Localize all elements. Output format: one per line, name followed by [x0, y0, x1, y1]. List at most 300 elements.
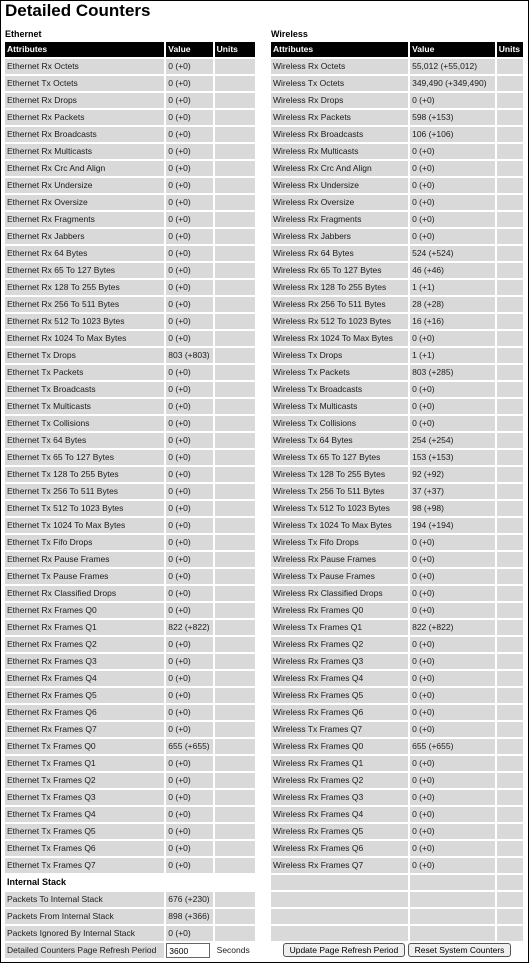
page-title: Detailed Counters — [5, 1, 151, 20]
filler-cell — [410, 909, 495, 924]
wireless-attribute-cell: Wireless Tx Frames Q7 — [271, 722, 408, 737]
filler-cell — [271, 875, 408, 890]
wireless-value-cell: 0 (+0) — [410, 637, 495, 652]
ethernet-attribute-cell: Ethernet Rx Packets — [5, 110, 164, 125]
table-row — [271, 144, 523, 159]
filler-cell — [410, 875, 495, 890]
wireless-attribute-cell: Wireless Rx 512 To 1023 Bytes — [271, 314, 408, 329]
wireless-units-cell — [497, 586, 523, 601]
table-row — [5, 76, 255, 91]
wireless-filler-row — [271, 875, 523, 890]
table-row — [5, 892, 255, 907]
table-row — [5, 926, 255, 941]
wireless-attribute-cell: Wireless Rx Frames Q6 — [271, 841, 408, 856]
wireless-value-cell: 106 (+106) — [410, 127, 495, 142]
table-row — [5, 824, 255, 839]
wireless-attribute-cell: Wireless Tx 256 To 511 Bytes — [271, 484, 408, 499]
ethernet-attribute-cell: Ethernet Tx 256 To 511 Bytes — [5, 484, 164, 499]
wireless-units-cell — [497, 637, 523, 652]
wireless-units-cell — [497, 620, 523, 635]
table-row — [271, 467, 523, 482]
ethernet-attribute-cell: Ethernet Rx 512 To 1023 Bytes — [5, 314, 164, 329]
filler-cell — [271, 892, 408, 907]
ethernet-units-cell — [215, 229, 255, 244]
wireless-value-cell: 16 (+16) — [410, 314, 495, 329]
wireless-units-cell — [497, 59, 523, 74]
wireless-units-cell — [497, 671, 523, 686]
ethernet-units-cell — [215, 756, 255, 771]
wireless-value-cell: 0 (+0) — [410, 790, 495, 805]
wireless-units-cell — [497, 467, 523, 482]
ethernet-value-cell: 0 (+0) — [166, 212, 212, 227]
wireless-value-cell: 0 (+0) — [410, 552, 495, 567]
table-row — [271, 450, 523, 465]
wireless-value-cell: 194 (+194) — [410, 518, 495, 533]
wireless-filler-row — [271, 926, 523, 941]
ethernet-value-cell: 0 (+0) — [166, 93, 212, 108]
wireless-value-cell: 803 (+285) — [410, 365, 495, 380]
wireless-attribute-cell: Wireless Rx Frames Q4 — [271, 807, 408, 822]
wireless-value-cell: 0 (+0) — [410, 212, 495, 227]
wireless-section-title: Wireless — [271, 29, 308, 39]
table-row — [271, 637, 523, 652]
table-row — [271, 382, 523, 397]
update-refresh-period-button[interactable]: Update Page Refresh Period — [283, 943, 406, 957]
table-row — [271, 314, 523, 329]
internal-stack-value-cell: 676 (+230) — [166, 892, 212, 907]
table-row — [271, 399, 523, 414]
wireless-attribute-cell: Wireless Rx Frames Q5 — [271, 824, 408, 839]
ethernet-units-cell — [215, 127, 255, 142]
ethernet-attribute-cell: Ethernet Rx 1024 To Max Bytes — [5, 331, 164, 346]
wireless-units-cell — [497, 569, 523, 584]
ethernet-units-cell — [215, 161, 255, 176]
ethernet-units-cell — [215, 76, 255, 91]
ethernet-value-cell: 0 (+0) — [166, 382, 212, 397]
ethernet-units-cell — [215, 280, 255, 295]
wireless-value-cell: 0 (+0) — [410, 722, 495, 737]
ethernet-attribute-cell: Ethernet Tx Frames Q5 — [5, 824, 164, 839]
ethernet-attribute-cell: Ethernet Tx Broadcasts — [5, 382, 164, 397]
wireless-units-cell — [497, 76, 523, 91]
ethernet-units-cell — [215, 467, 255, 482]
wireless-attribute-cell: Wireless Tx 512 To 1023 Bytes — [271, 501, 408, 516]
table-row — [5, 229, 255, 244]
wireless-header-attributes: Attributes — [271, 42, 408, 57]
ethernet-units-cell — [215, 399, 255, 414]
ethernet-value-cell: 0 (+0) — [166, 161, 212, 176]
wireless-attribute-cell: Wireless Tx Broadcasts — [271, 382, 408, 397]
ethernet-units-cell — [215, 790, 255, 805]
ethernet-units-cell — [215, 841, 255, 856]
ethernet-attribute-cell: Ethernet Rx Multicasts — [5, 144, 164, 159]
wireless-header-units: Units — [497, 42, 523, 57]
table-row — [5, 144, 255, 159]
ethernet-attribute-cell: Ethernet Rx Octets — [5, 59, 164, 74]
wireless-value-cell: 0 (+0) — [410, 144, 495, 159]
ethernet-units-cell — [215, 603, 255, 618]
wireless-attribute-cell: Wireless Rx 65 To 127 Bytes — [271, 263, 408, 278]
wireless-units-cell — [497, 229, 523, 244]
ethernet-units-cell — [215, 824, 255, 839]
table-row — [5, 297, 255, 312]
filler-cell — [410, 892, 495, 907]
ethernet-value-cell: 0 (+0) — [166, 586, 212, 601]
internal-stack-section-title: Internal Stack — [5, 875, 255, 890]
ethernet-attribute-cell: Ethernet Tx Fifo Drops — [5, 535, 164, 550]
ethernet-units-cell — [215, 858, 255, 873]
ethernet-value-cell: 0 (+0) — [166, 450, 212, 465]
ethernet-value-cell: 0 (+0) — [166, 263, 212, 278]
table-row — [271, 790, 523, 805]
wireless-units-cell — [497, 756, 523, 771]
ethernet-units-cell — [215, 314, 255, 329]
wireless-attribute-cell: Wireless Rx Oversize — [271, 195, 408, 210]
table-row — [5, 654, 255, 669]
table-row — [271, 858, 523, 873]
wireless-units-cell — [497, 127, 523, 142]
wireless-value-cell: 0 (+0) — [410, 586, 495, 601]
table-row — [5, 467, 255, 482]
wireless-units-cell — [497, 331, 523, 346]
ethernet-value-cell: 0 (+0) — [166, 858, 212, 873]
ethernet-attribute-cell: Ethernet Rx Pause Frames — [5, 552, 164, 567]
ethernet-value-cell: 0 (+0) — [166, 637, 212, 652]
table-row — [271, 671, 523, 686]
ethernet-attribute-cell: Ethernet Rx Oversize — [5, 195, 164, 210]
wireless-attribute-cell: Wireless Rx Frames Q6 — [271, 705, 408, 720]
wireless-attribute-cell: Wireless Tx Packets — [271, 365, 408, 380]
table-row — [5, 484, 255, 499]
table-row — [5, 161, 255, 176]
wireless-attribute-cell: Wireless Rx Crc And Align — [271, 161, 408, 176]
wireless-value-cell: 0 (+0) — [410, 535, 495, 550]
filler-cell — [271, 909, 408, 924]
ethernet-attribute-cell: Ethernet Tx Frames Q1 — [5, 756, 164, 771]
wireless-units-cell — [497, 501, 523, 516]
ethernet-value-cell: 0 (+0) — [166, 127, 212, 142]
internal-stack-value-cell: 0 (+0) — [166, 926, 212, 941]
wireless-value-cell: 0 (+0) — [410, 416, 495, 431]
ethernet-value-cell: 655 (+655) — [166, 739, 212, 754]
ethernet-header-units: Units — [215, 42, 255, 57]
ethernet-units-cell — [215, 688, 255, 703]
ethernet-attribute-cell: Ethernet Rx Crc And Align — [5, 161, 164, 176]
table-row — [271, 348, 523, 363]
wireless-value-cell: 0 (+0) — [410, 807, 495, 822]
ethernet-units-cell — [215, 654, 255, 669]
wireless-value-cell: 0 (+0) — [410, 705, 495, 720]
wireless-value-cell: 0 (+0) — [410, 382, 495, 397]
ethernet-units-cell — [215, 59, 255, 74]
wireless-value-cell: 0 (+0) — [410, 93, 495, 108]
ethernet-value-cell: 0 (+0) — [166, 569, 212, 584]
ethernet-value-cell: 0 (+0) — [166, 297, 212, 312]
ethernet-units-cell — [215, 212, 255, 227]
wireless-attribute-cell: Wireless Tx Drops — [271, 348, 408, 363]
wireless-units-cell — [497, 807, 523, 822]
table-row — [5, 501, 255, 516]
ethernet-attribute-cell: Ethernet Tx Frames Q0 — [5, 739, 164, 754]
ethernet-value-cell: 0 (+0) — [166, 552, 212, 567]
wireless-attribute-cell: Wireless Rx Fragments — [271, 212, 408, 227]
table-row — [271, 756, 523, 771]
wireless-units-cell — [497, 314, 523, 329]
ethernet-attribute-cell: Ethernet Rx Frames Q7 — [5, 722, 164, 737]
table-row — [5, 331, 255, 346]
table-row — [5, 586, 255, 601]
wireless-counters-table — [269, 40, 525, 960]
wireless-attribute-cell: Wireless Tx Multicasts — [271, 399, 408, 414]
wireless-attribute-cell: Wireless Rx Frames Q2 — [271, 637, 408, 652]
ethernet-attribute-cell: Ethernet Tx Packets — [5, 365, 164, 380]
table-row — [271, 501, 523, 516]
table-row — [271, 739, 523, 754]
wireless-units-cell — [497, 399, 523, 414]
ethernet-attribute-cell: Ethernet Rx 128 To 255 Bytes — [5, 280, 164, 295]
table-row — [5, 858, 255, 873]
ethernet-value-cell: 0 (+0) — [166, 59, 212, 74]
ethernet-value-cell: 0 (+0) — [166, 433, 212, 448]
ethernet-attribute-cell: Ethernet Tx Collisions — [5, 416, 164, 431]
table-row — [271, 603, 523, 618]
ethernet-units-cell — [215, 501, 255, 516]
wireless-attribute-cell: Wireless Tx 1024 To Max Bytes — [271, 518, 408, 533]
refresh-period-units: Seconds — [215, 943, 255, 958]
ethernet-value-cell: 0 (+0) — [166, 688, 212, 703]
ethernet-value-cell: 0 (+0) — [166, 756, 212, 771]
refresh-period-input[interactable] — [166, 943, 210, 958]
ethernet-value-cell: 0 (+0) — [166, 654, 212, 669]
internal-stack-units-cell — [215, 892, 255, 907]
wireless-value-cell: 0 (+0) — [410, 195, 495, 210]
ethernet-attribute-cell: Ethernet Tx 1024 To Max Bytes — [5, 518, 164, 533]
wireless-units-cell — [497, 212, 523, 227]
ethernet-attribute-cell: Ethernet Rx Frames Q4 — [5, 671, 164, 686]
ethernet-units-cell — [215, 93, 255, 108]
ethernet-units-cell — [215, 246, 255, 261]
wireless-attribute-cell: Wireless Tx Pause Frames — [271, 569, 408, 584]
ethernet-attribute-cell: Ethernet Rx Frames Q2 — [5, 637, 164, 652]
wireless-attribute-cell: Wireless Rx 1024 To Max Bytes — [271, 331, 408, 346]
ethernet-attribute-cell: Ethernet Tx 128 To 255 Bytes — [5, 467, 164, 482]
table-row — [5, 195, 255, 210]
ethernet-units-cell — [215, 620, 255, 635]
ethernet-units-cell — [215, 382, 255, 397]
wireless-units-cell — [497, 654, 523, 669]
ethernet-attribute-cell: Ethernet Tx 512 To 1023 Bytes — [5, 501, 164, 516]
table-row — [5, 552, 255, 567]
ethernet-units-cell — [215, 110, 255, 125]
ethernet-attribute-cell: Ethernet Rx Frames Q3 — [5, 654, 164, 669]
ethernet-value-cell: 0 (+0) — [166, 246, 212, 261]
wireless-units-cell — [497, 484, 523, 499]
filler-cell — [497, 875, 523, 890]
wireless-filler-row — [271, 892, 523, 907]
wireless-value-cell: 0 (+0) — [410, 688, 495, 703]
ethernet-value-cell: 0 (+0) — [166, 416, 212, 431]
buttons-cell — [271, 943, 523, 958]
table-row — [5, 246, 255, 261]
wireless-attribute-cell: Wireless Rx Packets — [271, 110, 408, 125]
table-row — [5, 705, 255, 720]
ethernet-units-cell — [215, 705, 255, 720]
wireless-value-cell: 28 (+28) — [410, 297, 495, 312]
table-row — [271, 246, 523, 261]
table-row — [5, 110, 255, 125]
ethernet-value-cell: 803 (+803) — [166, 348, 212, 363]
ethernet-value-cell: 0 (+0) — [166, 807, 212, 822]
internal-stack-value-cell: 898 (+366) — [166, 909, 212, 924]
buttons-row — [271, 943, 523, 958]
ethernet-value-cell: 0 (+0) — [166, 195, 212, 210]
ethernet-attribute-cell: Ethernet Rx 256 To 511 Bytes — [5, 297, 164, 312]
ethernet-attribute-cell: Ethernet Tx Frames Q7 — [5, 858, 164, 873]
wireless-attribute-cell: Wireless Rx Frames Q4 — [271, 671, 408, 686]
ethernet-value-cell: 0 (+0) — [166, 76, 212, 91]
ethernet-value-cell: 0 (+0) — [166, 671, 212, 686]
table-row — [271, 297, 523, 312]
table-row — [5, 93, 255, 108]
table-row — [5, 348, 255, 363]
ethernet-units-cell — [215, 484, 255, 499]
ethernet-units-cell — [215, 569, 255, 584]
wireless-header-row — [271, 42, 523, 57]
ethernet-value-cell: 0 (+0) — [166, 501, 212, 516]
table-row — [271, 416, 523, 431]
filler-cell — [271, 926, 408, 941]
ethernet-units-cell — [215, 722, 255, 737]
ethernet-units-cell — [215, 586, 255, 601]
wireless-attribute-cell: Wireless Rx Frames Q5 — [271, 688, 408, 703]
wireless-units-cell — [497, 535, 523, 550]
wireless-value-cell: 37 (+37) — [410, 484, 495, 499]
table-row — [5, 382, 255, 397]
wireless-value-cell: 0 (+0) — [410, 824, 495, 839]
wireless-attribute-cell: Wireless Rx Classified Drops — [271, 586, 408, 601]
ethernet-value-cell: 0 (+0) — [166, 722, 212, 737]
table-row — [271, 620, 523, 635]
ethernet-value-cell: 0 (+0) — [166, 824, 212, 839]
table-row — [271, 127, 523, 142]
ethernet-value-cell: 0 (+0) — [166, 399, 212, 414]
wireless-units-cell — [497, 178, 523, 193]
wireless-attribute-cell: Wireless Rx 128 To 255 Bytes — [271, 280, 408, 295]
internal-stack-attribute-cell: Packets From Internal Stack — [5, 909, 164, 924]
ethernet-attribute-cell: Ethernet Tx Drops — [5, 348, 164, 363]
ethernet-units-cell — [215, 671, 255, 686]
filler-cell — [497, 909, 523, 924]
wireless-value-cell: 1 (+1) — [410, 348, 495, 363]
table-row — [271, 807, 523, 822]
wireless-attribute-cell: Wireless Tx 64 Bytes — [271, 433, 408, 448]
wireless-attribute-cell: Wireless Rx Undersize — [271, 178, 408, 193]
ethernet-attribute-cell: Ethernet Tx 65 To 127 Bytes — [5, 450, 164, 465]
table-row — [271, 586, 523, 601]
wireless-attribute-cell: Wireless Rx Broadcasts — [271, 127, 408, 142]
wireless-value-cell: 0 (+0) — [410, 178, 495, 193]
ethernet-header-attributes: Attributes — [5, 42, 164, 57]
table-row — [5, 59, 255, 74]
wireless-units-cell — [497, 382, 523, 397]
wireless-value-cell: 0 (+0) — [410, 603, 495, 618]
wireless-value-cell: 0 (+0) — [410, 858, 495, 873]
table-row — [5, 518, 255, 533]
table-row — [5, 722, 255, 737]
ethernet-units-cell — [215, 450, 255, 465]
wireless-attribute-cell: Wireless Tx Frames Q1 — [271, 620, 408, 635]
ethernet-units-cell — [215, 195, 255, 210]
reset-system-counters-button[interactable]: Reset System Counters — [408, 943, 512, 957]
wireless-attribute-cell: Wireless Rx Frames Q2 — [271, 773, 408, 788]
ethernet-value-cell: 0 (+0) — [166, 484, 212, 499]
ethernet-value-cell: 0 (+0) — [166, 178, 212, 193]
table-row — [5, 841, 255, 856]
wireless-units-cell — [497, 93, 523, 108]
filler-cell — [410, 926, 495, 941]
wireless-units-cell — [497, 416, 523, 431]
table-row — [5, 399, 255, 414]
table-row — [271, 280, 523, 295]
ethernet-attribute-cell: Ethernet Tx Frames Q4 — [5, 807, 164, 822]
ethernet-value-cell: 0 (+0) — [166, 790, 212, 805]
wireless-value-cell: 822 (+822) — [410, 620, 495, 635]
wireless-units-cell — [497, 688, 523, 703]
table-row — [5, 773, 255, 788]
ethernet-header-value: Value — [166, 42, 212, 57]
internal-stack-attribute-cell: Packets To Internal Stack — [5, 892, 164, 907]
table-row — [271, 841, 523, 856]
wireless-value-cell: 524 (+524) — [410, 246, 495, 261]
table-row — [5, 178, 255, 193]
refresh-period-label: Detailed Counters Page Refresh Period — [5, 943, 164, 958]
wireless-value-cell: 153 (+153) — [410, 450, 495, 465]
table-row — [5, 807, 255, 822]
wireless-units-cell — [497, 297, 523, 312]
ethernet-value-cell: 0 (+0) — [166, 314, 212, 329]
filler-cell — [497, 926, 523, 941]
wireless-value-cell: 598 (+153) — [410, 110, 495, 125]
wireless-value-cell: 0 (+0) — [410, 399, 495, 414]
refresh-period-row — [5, 943, 255, 958]
ethernet-value-cell: 0 (+0) — [166, 110, 212, 125]
ethernet-value-cell: 0 (+0) — [166, 280, 212, 295]
wireless-attribute-cell: Wireless Rx Octets — [271, 59, 408, 74]
ethernet-units-cell — [215, 552, 255, 567]
ethernet-units-cell — [215, 518, 255, 533]
wireless-value-cell: 92 (+92) — [410, 467, 495, 482]
ethernet-attribute-cell: Ethernet Rx Frames Q5 — [5, 688, 164, 703]
ethernet-units-cell — [215, 348, 255, 363]
wireless-units-cell — [497, 739, 523, 754]
ethernet-attribute-cell: Ethernet Rx Undersize — [5, 178, 164, 193]
table-row — [271, 773, 523, 788]
wireless-value-cell: 98 (+98) — [410, 501, 495, 516]
table-row — [5, 603, 255, 618]
table-row — [5, 620, 255, 635]
wireless-attribute-cell: Wireless Rx Frames Q3 — [271, 790, 408, 805]
table-row — [271, 688, 523, 703]
wireless-units-cell — [497, 450, 523, 465]
table-row — [271, 76, 523, 91]
wireless-attribute-cell: Wireless Tx Octets — [271, 76, 408, 91]
wireless-attribute-cell: Wireless Rx Multicasts — [271, 144, 408, 159]
table-row — [5, 790, 255, 805]
internal-stack-section-row — [5, 875, 255, 890]
wireless-attribute-cell: Wireless Rx 256 To 511 Bytes — [271, 297, 408, 312]
wireless-attribute-cell: Wireless Rx Frames Q3 — [271, 654, 408, 669]
table-row — [271, 263, 523, 278]
